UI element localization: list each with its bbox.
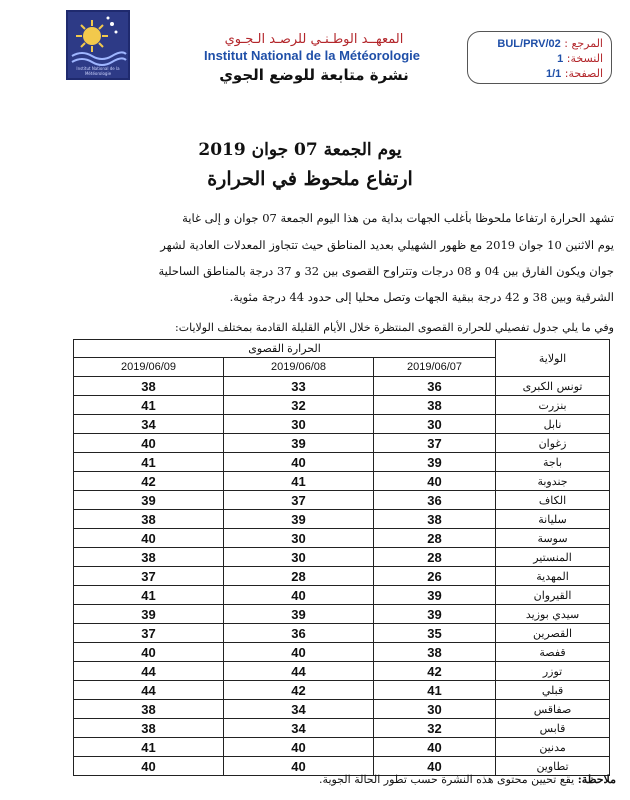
governorate-cell: زغوان <box>496 434 610 453</box>
paragraph-line: الشرقية وبين 38 و 42 درجة ببقية الجهات وتصل محليا إلى حدود 44 درجة مئوية. <box>229 290 614 304</box>
governorate-cell: المهدية <box>496 567 610 586</box>
temp-0607-cell: 35 <box>374 624 496 643</box>
temp-0609-cell: 38 <box>74 548 224 567</box>
note-text: يقع تحيين محتوى هذه النشرة حسب تطور الحالة الجوية. <box>319 773 575 786</box>
temp-0608-cell: 34 <box>224 719 374 738</box>
temp-0608-cell: 37 <box>224 491 374 510</box>
document-title: ارتفاع ملحوظ في الحرارة <box>207 168 413 190</box>
governorate-cell: سليانة <box>496 510 610 529</box>
temp-0608-cell: 40 <box>224 453 374 472</box>
temp-0607-cell: 38 <box>374 510 496 529</box>
temp-0608-cell: 44 <box>224 662 374 681</box>
temp-0607-cell: 42 <box>374 662 496 681</box>
table-row <box>74 567 610 586</box>
table-row <box>74 396 610 415</box>
institute-name-french: Institut National de la Météorologie <box>204 48 420 63</box>
page-value: 1/1 <box>545 68 562 80</box>
temp-0608-cell: 40 <box>224 757 374 776</box>
temp-0609-cell: 38 <box>74 700 224 719</box>
table-row <box>74 643 610 662</box>
temp-0608-cell: 39 <box>224 510 374 529</box>
date-header-3: 2019/06/09 <box>74 358 224 377</box>
reference-label: المرجع : <box>564 37 603 50</box>
temp-0609-cell: 34 <box>74 415 224 434</box>
governorate-cell: بنزرت <box>496 396 610 415</box>
temp-0608-cell: 33 <box>224 377 374 396</box>
table-row <box>74 624 610 643</box>
temp-0609-cell: 39 <box>74 605 224 624</box>
table-row <box>74 681 610 700</box>
governorate-cell: القيروان <box>496 586 610 605</box>
date-header-2: 2019/06/08 <box>224 358 374 377</box>
copy-label: النسخة: <box>566 52 603 65</box>
institute-name-arabic: المعهــد الوطـنـي للرصـد الـجـوي <box>224 32 404 47</box>
temp-0607-cell: 39 <box>374 586 496 605</box>
reference-box <box>467 31 612 84</box>
temp-0607-cell: 30 <box>374 415 496 434</box>
copy-value: 1 <box>557 53 564 65</box>
temp-0607-cell: 40 <box>374 738 496 757</box>
temp-0607-cell: 36 <box>374 491 496 510</box>
temp-0607-cell: 26 <box>374 567 496 586</box>
temp-0607-cell: 36 <box>374 377 496 396</box>
table-row <box>74 529 610 548</box>
table-intro: وفي ما يلي جدول تفصيلي للحرارة القصوى المنتظرة خلال الأيام القليلة القادمة بمختلف الولايات: <box>175 321 614 334</box>
temp-0609-cell: 41 <box>74 396 224 415</box>
temp-0608-cell: 40 <box>224 586 374 605</box>
reference-row <box>476 36 603 51</box>
temp-0609-cell: 41 <box>74 586 224 605</box>
table-row <box>74 510 610 529</box>
temp-0607-cell: 37 <box>374 434 496 453</box>
temp-0609-cell: 41 <box>74 738 224 757</box>
temp-0608-cell: 28 <box>224 567 374 586</box>
note-label: ملاحظة: <box>577 773 616 786</box>
governorate-header: الولاية <box>496 340 610 377</box>
reference-value: BUL/PRV/02 <box>497 38 561 50</box>
governorate-cell: صفاقس <box>496 700 610 719</box>
governorate-cell: جندوبة <box>496 472 610 491</box>
table-row <box>74 434 610 453</box>
temp-0609-cell: 40 <box>74 529 224 548</box>
table-row <box>74 415 610 434</box>
governorate-cell: قفصة <box>496 643 610 662</box>
temp-0608-cell: 30 <box>224 415 374 434</box>
temp-0608-cell: 30 <box>224 529 374 548</box>
governorate-cell: تطاوين <box>496 757 610 776</box>
institute-logo <box>66 10 130 80</box>
document-date: يوم الجمعة 07 جوان 2019 <box>198 140 402 160</box>
temp-0609-cell: 40 <box>74 643 224 662</box>
copy-row <box>476 51 603 66</box>
temp-0607-cell: 28 <box>374 548 496 567</box>
temp-0609-cell: 39 <box>74 491 224 510</box>
max-temperature-table <box>73 339 610 776</box>
temp-0609-cell: 37 <box>74 567 224 586</box>
table-row <box>74 548 610 567</box>
temp-0609-cell: 37 <box>74 624 224 643</box>
date-header-1: 2019/06/07 <box>374 358 496 377</box>
temp-0608-cell: 39 <box>224 605 374 624</box>
temp-0608-cell: 34 <box>224 700 374 719</box>
temp-0609-cell: 38 <box>74 719 224 738</box>
temp-0608-cell: 30 <box>224 548 374 567</box>
note <box>200 773 616 786</box>
governorate-cell: القصرين <box>496 624 610 643</box>
governorate-cell: المنستير <box>496 548 610 567</box>
temp-0608-cell: 36 <box>224 624 374 643</box>
temp-0607-cell: 32 <box>374 719 496 738</box>
bulletin-title: نشرة متابعة للوضع الجوي <box>219 66 409 84</box>
temp-0608-cell: 39 <box>224 434 374 453</box>
table-row <box>74 586 610 605</box>
governorate-cell: قابس <box>496 719 610 738</box>
paragraph-line: يوم الاثنين 10 جوان 2019 مع ظهور الشهيلي بعديد المناطق حيث تتجاوز المعدلات العادية لشهر <box>160 238 614 252</box>
temp-0607-cell: 40 <box>374 472 496 491</box>
page-label: الصفحة: <box>564 67 603 80</box>
temp-0607-cell: 30 <box>374 700 496 719</box>
temp-0609-cell: 40 <box>74 757 224 776</box>
governorate-cell: باجة <box>496 453 610 472</box>
temp-0608-cell: 42 <box>224 681 374 700</box>
temp-0608-cell: 32 <box>224 396 374 415</box>
temp-0607-cell: 39 <box>374 453 496 472</box>
table-row <box>74 662 610 681</box>
governorate-cell: قبلي <box>496 681 610 700</box>
page-row <box>476 66 603 81</box>
table-row <box>74 700 610 719</box>
governorate-cell: سيدي بوزيد <box>496 605 610 624</box>
temp-0607-cell: 41 <box>374 681 496 700</box>
table-row <box>74 719 610 738</box>
temp-0609-cell: 40 <box>74 434 224 453</box>
temp-0607-cell: 40 <box>374 757 496 776</box>
temp-0609-cell: 41 <box>74 453 224 472</box>
governorate-cell: تونس الكبرى <box>496 377 610 396</box>
table-row <box>74 491 610 510</box>
table-row <box>74 472 610 491</box>
temp-0608-cell: 41 <box>224 472 374 491</box>
temp-0609-cell: 38 <box>74 510 224 529</box>
governorate-cell: مدنين <box>496 738 610 757</box>
sun-star-icon <box>68 12 128 68</box>
governorate-cell: نابل <box>496 415 610 434</box>
logo-caption: Institut National de la Météorologie <box>76 66 120 76</box>
temp-0609-cell: 38 <box>74 377 224 396</box>
paragraph-line: تشهد الحرارة ارتفاعا ملحوظا بأغلب الجهات بداية من هذا اليوم الجمعة 07 جوان و إلى غاية <box>182 211 614 225</box>
max-temperature-header: الحرارة القصوى <box>74 340 496 358</box>
table-row <box>74 453 610 472</box>
table-row <box>74 738 610 757</box>
temp-0609-cell: 44 <box>74 662 224 681</box>
table-row <box>74 605 610 624</box>
temp-0607-cell: 28 <box>374 529 496 548</box>
temp-0607-cell: 39 <box>374 605 496 624</box>
governorate-cell: توزر <box>496 662 610 681</box>
table-row <box>74 377 610 396</box>
temp-0609-cell: 42 <box>74 472 224 491</box>
governorate-cell: سوسة <box>496 529 610 548</box>
paragraph-line: جوان ويكون الفارق بين 04 و 08 درجات وتتراوح القصوى بين 32 و 37 درجة بالمناطق الساحلية <box>158 264 614 278</box>
temp-0607-cell: 38 <box>374 643 496 662</box>
temp-0608-cell: 40 <box>224 738 374 757</box>
governorate-cell: الكاف <box>496 491 610 510</box>
temp-0607-cell: 38 <box>374 396 496 415</box>
temp-0608-cell: 40 <box>224 643 374 662</box>
temp-0609-cell: 44 <box>74 681 224 700</box>
